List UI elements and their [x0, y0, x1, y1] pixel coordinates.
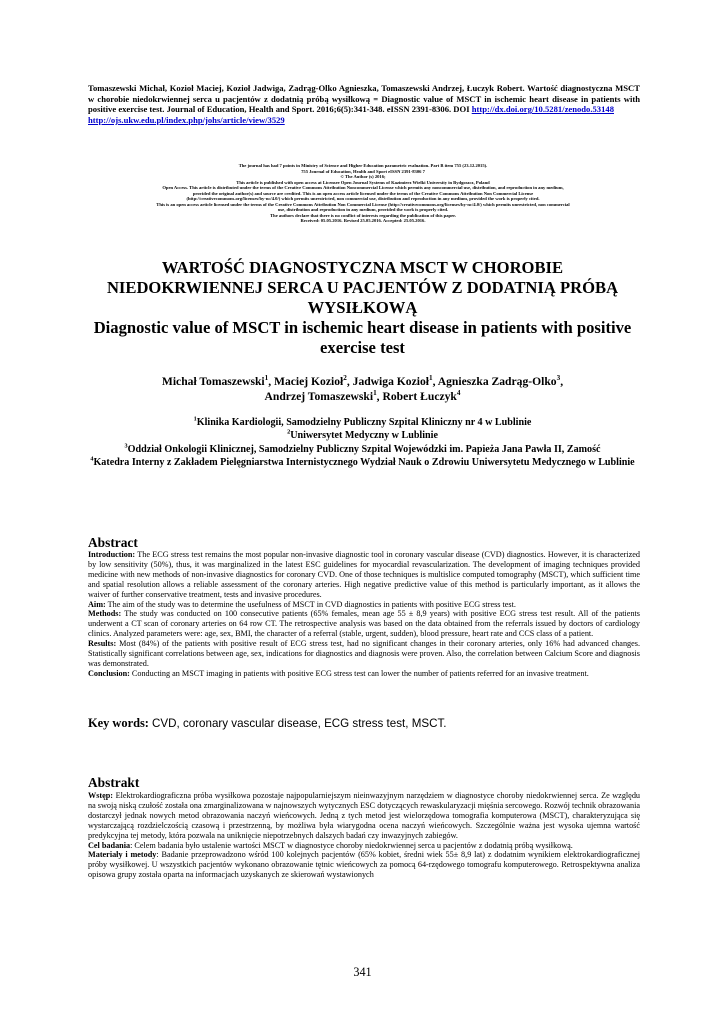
legal-line: (http://creativecommons.org/licenses/by-nc/4.0/) which permits unrestricted, non commercial use, distribution and reproduction in any medium, provided the work is properly cited.: [186, 196, 540, 201]
author-name: Michał Tomaszewski: [161, 375, 265, 388]
legal-line: use, distribution and reproduction in any medium, provided the work is properly cited.: [277, 207, 449, 212]
affiliation-sup: 4: [90, 455, 94, 463]
citation-text: Tomaszewski Michał, Kozioł Maciej, Kozioł Jadwiga, Zadrąg-Olko Agnieszka, Tomaszewski Andrzej, Łuczyk Robert. Wartość diagnostyczna MSCT w chorobie niedokrwiennej serca u pacjentów z dodatnią próbą wysiłkową = Diagnostic value of MSCT in ischemic heart disease in patients with positive exercise test. Journal of Education, Health and Sport. 2016;6(5):341-348. eISSN 2391-8306. DOI: [88, 83, 640, 115]
legal-line: This is an open access article licensed under the terms of the Creative Commons Attribution Non Commercial License (http://creativecommons.org/licenses/by-nc/4.0/) which permits unrestricted, non commercial: [156, 201, 570, 207]
author-sup: 1: [264, 374, 269, 383]
abstrakt-heading: Abstrakt: [88, 775, 140, 790]
abstract-conclusion: [88, 669, 640, 679]
section-label: Introduction:: [88, 550, 136, 559]
author-name: Andrzej Tomaszewski: [264, 390, 374, 403]
affiliations: [90, 416, 635, 470]
legal-line: 755 Journal of Education, Health and Sport eISSN 2391-8306 7: [301, 168, 425, 174]
legal-line: Received: 05.05.2016. Revised 25.05.2016. Accepted: 25.05.2016.: [300, 218, 426, 223]
section-text: The ECG stress test remains the most popular non-invasive diagnostic tool in coronary vascular disease (CVD) diagnostics. However, it is characterized by low sensitivity (50%), thus, it was marginalized in the latest ESC guidelines for myocardial revascularization. The development of imaging techniques provided medicine with new methods of non-invasive diagnostics for coronary CVD. One of those techniques is multislice computed tomography (MSCT), which sufficient time and spatial resolution allows a reliable assessment of the coronary arteries. High negative predictive value of this method is particularly important, as it allows the waiver of further conservative treatment, tests and invasive procedures.: [88, 550, 640, 599]
section-text: Conducting an MSCT imaging in patients with positive ECG stress test can lower the number of patients referred for an invasive treatment.: [131, 668, 589, 678]
legal-line: The journal has had 7 points in Ministry of Science and Higher Education parametric evaluation. Part B item 755 (23.12.2015).: [238, 163, 488, 168]
affiliation: [90, 443, 635, 456]
author-sup: 3: [556, 374, 561, 383]
section-text: The aim of the study was to determine the usefulness of MSCT in CVD diagnostics in patients with positive ECG stress test.: [107, 599, 516, 609]
author-name: Jadwiga Kozioł: [352, 375, 429, 388]
ojs-link[interactable]: http://ojs.ukw.edu.pl/index.php/johs/article/view/3529: [88, 114, 285, 125]
legal-line: This article is published with open access at Licensee Open Journal Systems of Kazimierz Wielki University in Bydgoszcz, Poland: [236, 179, 490, 185]
section-label: Aim:: [88, 599, 106, 609]
abstract-aim: [88, 600, 640, 610]
page-number: 341: [353, 965, 372, 979]
legal-line: provided the original author(s) and source are credited. This is an open access article licensed under the terms of the Creative Commons Attribution Non Commercial License: [192, 190, 534, 196]
legal-line: Open Access. This article is distributed under the terms of the Creative Commons Attribution Noncommercial License which permits any noncommercial use, distribution, and reproduction in any medium,: [162, 185, 564, 190]
affiliation-text: Katedra Interny z Zakładem Pielęgniarstwa Internistycznego Wydział Nauk o Zdrowiu Uniwersytetu Medycznego w Lublinie: [93, 457, 635, 469]
section-text: Elektrokardiograficzna próba wysiłkowa pozostaje najpopularniejszym nieinwazyjnym narzędziem w diagnostyce choroby niedokrwiennej serca. Ze względu na swoją niską czułość została ona zmarginalizowana w najnowszych wytycznych ESC dotyczących rewaskularyzacji mięśnia sercowego. Rozwój technik obrazowania dostarczył jednak nowych metod obrazowania naczyń wieńcowych. Jedną z tych metod jest wielorzędowa tomografia komputerowa (MSCT), charakteryzująca się wystarczającą rozdzielczością czasową i przestrzenną, by możliwa była wiarygodna ocena naczyń wieńcowych. Szczególnie ważna jest wysoka ujemna wartość predykcyjna tej metody, która pozwala na uniknięcie niepotrzebnych dalszych badań czy inwazyjnych zabiegów.: [88, 791, 641, 840]
affiliation-text: Klinika Kardiologii, Samodzielny Publiczny Szpital Kliniczny nr 4 w Lublinie: [196, 417, 532, 428]
author-sup: 2: [343, 374, 347, 383]
author-name: Robert Łuczyk: [382, 390, 457, 403]
author-name: Agnieszka Zadrąg-Olko: [437, 375, 557, 388]
affiliation: [90, 429, 635, 442]
title-english: Diagnostic value of MSCT in ischemic heart disease in patients with positive exercise test: [93, 318, 632, 357]
affiliation: [90, 416, 635, 429]
section-label: Conclusion:: [88, 668, 130, 678]
keywords-label: Key words:: [88, 716, 149, 730]
doi-link[interactable]: http://dx.doi.org/10.5281/zenodo.53148: [471, 104, 614, 115]
abstract-results: [88, 639, 640, 669]
section-text: The study was conducted on 100 consecutive patients (65% females, mean age 55 ± 8,9 years) with positive ECG stress test result. All of the patients underwent a CT scan of coronary arteries on 64 row CT. The retrospective analysis was based on the data obtained from the referrals issued by doctors of cardiology clinics. Analyzed parameters were: age, sex, BMI, the character of a referral (stable, urgent, sudden), blood pressure, heart rate and CCS class of a patient.: [88, 609, 640, 639]
section-text: : Celem badania było ustalenie wartości MSCT w diagnostyce choroby niedokrwiennej serca u pacjentów z dodatnią próbą wysiłkową.: [130, 840, 573, 850]
title-polish: WARTOŚĆ DIAGNOSTYCZNA MSCT W CHOROBIE NIEDOKRWIENNEJ SERCA U PACJENTÓW Z DODATNIĄ PRÓBĄ WYSIŁKOWĄ: [106, 258, 619, 317]
abstrakt-cel: [88, 841, 640, 851]
affiliation-sup: 2: [287, 429, 291, 437]
section-text: Most (84%) of the patients with positive result of ECG stress test, had no significant changes in their coronary arteries, only 16% had advanced changes. Statistically significant correlations between age, sex, indications for diagnostics and diagnosis were proven. Also, the correlation between Calcium Score and diagnosis was demonstrated.: [88, 639, 640, 668]
abstract-heading: Abstract: [88, 535, 138, 550]
section-label: Materiały i metody: [88, 850, 157, 860]
section-label: Cel badania: [88, 840, 131, 850]
keywords-text: CVD, coronary vascular disease, ECG stress test, MSCT.: [152, 717, 447, 730]
author-sup: 4: [456, 389, 461, 398]
author-name: Maciej Kozioł: [274, 375, 344, 388]
author-sup: 1: [373, 389, 377, 398]
citation-block: [88, 83, 640, 125]
legal-line: The authors declare that there is no conflict of interests regarding the publication of this paper.: [270, 212, 456, 218]
keywords: [88, 716, 640, 731]
legal-line: © The Author (s) 2016;: [340, 174, 386, 179]
affiliation: [90, 456, 635, 469]
section-text: : Badanie przeprowadzono wśród 100 kolejnych pacjentów (65% kobiet, średni wiek 55± 8,9 lat) z dodatnim wynikiem elektrokardiograficznej próby wysiłkowej. U wszystkich pacjentów wykonano obrazowanie tętnic wieńcowych za pomocą 64-rzędowego tomografu komputerowego. Retrospektywna analiza opisowa grupy została oparta na informacjach uzyskanych ze skierowań wystawionych: [88, 850, 641, 880]
affiliation-sup: 3: [124, 442, 128, 450]
abstrakt-wstep: [88, 791, 640, 841]
affiliation-text: Oddział Onkologii Klinicznej, Samodzielny Publiczny Szpital Wojewódzki im. Papieża Jana Pawła II, Zamość: [127, 443, 601, 455]
section-label: Methods:: [88, 609, 122, 619]
abstract-body: [88, 550, 640, 679]
author-sup: 1: [428, 374, 433, 383]
abstrakt-metody: [88, 850, 640, 880]
section-label: Wstęp:: [88, 791, 114, 800]
affiliation-sup: 1: [193, 415, 197, 423]
abstrakt-body: [88, 791, 640, 880]
authors: Michał Tomaszewski$^1$, Maciej Kozioł$^2$, Jadwiga Kozioł$^1$, Agnieszka Zadrąg-Olko$^3$, Andrzej Tomaszewski$^1$, Robert Łuczyk$^4$: [161, 374, 564, 403]
section-label: Results:: [88, 639, 117, 649]
abstract-introduction: [88, 550, 640, 600]
abstract-methods: [88, 609, 640, 639]
affiliation-text: Uniwersytet Medyczny w Lublinie: [290, 430, 438, 442]
legal-notice: [58, 163, 668, 224]
